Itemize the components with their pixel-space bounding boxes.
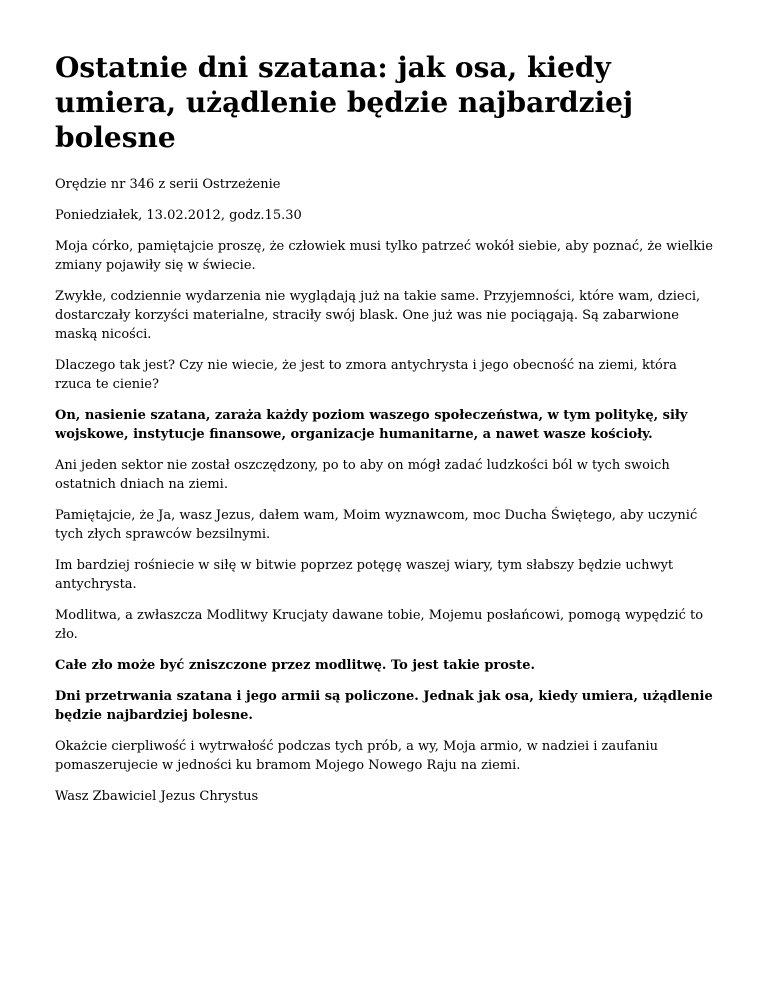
body-paragraph: Poniedziałek, 13.02.2012, godz.15.30 — [55, 208, 302, 223]
body-paragraph: Dlaczego tak jest? Czy nie wiecie, że jest to zmora antychrysta i jego obecność na ziemi, która rzuca te cienie? — [55, 358, 677, 392]
body-paragraph: On, nasienie szatana, zaraża każdy poziom waszego społeczeństwa, w tym politykę, siły wojskowe, instytucje finansowe, organizacje humanitarne, a nawet wasze kościoły. — [55, 408, 688, 442]
body-paragraph: Pamiętajcie, że Ja, wasz Jezus, dałem wam, Moim wyznawcom, moc Ducha Świętego, aby uczynić tych złych sprawców bezsilnymi. — [55, 508, 698, 542]
body-paragraph: Wasz Zbawiciel Jezus Chrystus — [55, 789, 259, 804]
body-paragraph: Modlitwa, a zwłaszcza Modlitwy Krucjaty dawane tobie, Mojemu posłańcowi, pomogą wypędzić to zło. — [55, 608, 704, 642]
page-title: Ostatnie dni szatana: jak osa, kiedy umiera, użądlenie będzie najbardziej bolesne — [55, 51, 634, 154]
body-paragraph: Im bardziej rośniecie w siłę w bitwie poprzez potęgę waszej wiary, tym słabszy będzie uchwyt antychrysta. — [55, 558, 674, 592]
document-body — [55, 175, 715, 806]
body-paragraph: Orędzie nr 346 z serii Ostrzeżenie — [55, 177, 281, 192]
body-paragraph: Całe zło może być zniszczone przez modlitwę. To jest takie proste. — [55, 658, 536, 673]
body-paragraph: Zwykłe, codziennie wydarzenia nie wyglądają już na takie same. Przyjemności, które wam, dzieci, dostarczały korzyści materialne, straciły swój blask. One już was nie pociągają. Są zabarwione maską nicości. — [55, 289, 701, 342]
body-paragraph: Ani jeden sektor nie został oszczędzony, po to aby on mógł zadać ludzkości ból w tych swoich ostatnich dniach na ziemi. — [55, 458, 670, 492]
document-page — [55, 50, 715, 818]
body-paragraph: Okażcie cierpliwość i wytrwałość podczas tych prób, a wy, Moja armio, w nadziei i zaufaniu pomaszerujecie w jedności ku bramom Mojego Nowego Raju na ziemi. — [55, 739, 658, 773]
body-paragraph: Dni przetrwania szatana i jego armii są policzone. Jednak jak osa, kiedy umiera, użądlenie będzie najbardziej bolesne. — [55, 689, 713, 723]
body-paragraph: Moja córko, pamiętajcie proszę, że człowiek musi tylko patrzeć wokół siebie, aby poznać, że wielkie zmiany pojawiły się w świecie. — [55, 239, 713, 273]
